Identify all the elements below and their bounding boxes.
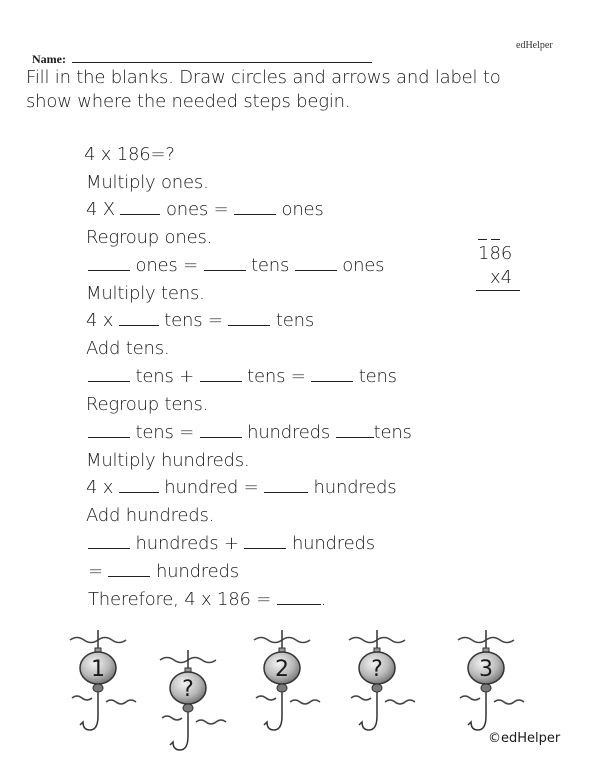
- text: hundreds: [313, 477, 397, 498]
- text: ones: [281, 199, 324, 220]
- text: tens: [251, 255, 290, 276]
- fishing-float: [70, 630, 136, 730]
- text: hundreds: [291, 533, 375, 554]
- step-regroup-tens: Regroup tens.: [86, 394, 209, 415]
- fish-hook: [468, 716, 486, 730]
- water-wave: [351, 696, 371, 700]
- text: hundreds: [247, 422, 331, 443]
- instructions: Fill in the blanks. Draw circles and arrows and label to show where the needed steps begin.: [26, 67, 501, 112]
- water-wave: [290, 700, 320, 704]
- text: =: [88, 561, 103, 582]
- water-wave: [460, 696, 480, 700]
- water-wave: [196, 720, 226, 724]
- step-multiply-hundreds: Multiply hundreds.: [86, 450, 250, 471]
- fish-hook: [170, 736, 188, 750]
- step-add-tens: Add tens.: [86, 338, 170, 359]
- text: tens =: [164, 310, 223, 331]
- text: 4 x: [86, 477, 114, 498]
- float-label: ?: [371, 657, 383, 682]
- step-multiply-tens: Multiply tens.: [86, 283, 205, 304]
- float-label: 2: [275, 657, 289, 682]
- step-regroup-ones: Regroup ones.: [86, 227, 213, 248]
- text: ones =: [135, 255, 199, 276]
- vertical-top-number: 186: [478, 243, 513, 264]
- float-bead: [277, 684, 287, 692]
- water-wave: [106, 700, 136, 704]
- text: ones =: [165, 199, 229, 220]
- text: .: [320, 589, 327, 610]
- fish-hook: [80, 716, 98, 730]
- fish-hook: [264, 716, 282, 730]
- float-bead: [93, 684, 103, 692]
- fish-hook: [359, 716, 377, 730]
- brand-label: edHelper: [516, 40, 553, 51]
- water-wave: [385, 700, 415, 704]
- text: tens: [358, 366, 397, 387]
- float-label: ?: [182, 677, 194, 702]
- fishing-float: [458, 630, 524, 730]
- float-bead: [183, 704, 193, 712]
- fishing-float: [254, 630, 320, 730]
- name-label: Name:: [32, 52, 66, 66]
- text: tens: [373, 422, 412, 443]
- text: hundreds +: [135, 533, 239, 554]
- text: tens: [275, 310, 315, 331]
- text: tens =: [247, 366, 306, 387]
- text: tens +: [135, 366, 195, 387]
- float-label: 3: [479, 657, 493, 682]
- text: hundreds: [155, 561, 239, 582]
- vertical-multiplier: x4: [490, 267, 513, 288]
- step-add-hundreds: Add hundreds.: [86, 505, 215, 526]
- fishing-float: [349, 630, 415, 730]
- float-bead: [372, 684, 382, 692]
- float-bead: [481, 684, 491, 692]
- float-label: 1: [91, 657, 105, 682]
- text: ones: [342, 255, 385, 276]
- water-wave: [162, 716, 182, 720]
- water-wave: [72, 696, 92, 700]
- problem-statement: 4 x 186=?: [84, 144, 175, 165]
- text: tens =: [135, 422, 195, 443]
- step-multiply-ones: Multiply ones.: [86, 172, 209, 193]
- text: 4 X: [86, 199, 115, 220]
- water-wave: [256, 696, 276, 700]
- text: Therefore, 4 x 186 =: [88, 589, 272, 610]
- text: hundred =: [164, 477, 259, 498]
- water-wave: [494, 700, 524, 704]
- copyright-label: ©edHelper: [488, 731, 561, 746]
- text: 4 x: [86, 310, 114, 331]
- fishing-float: [160, 650, 226, 750]
